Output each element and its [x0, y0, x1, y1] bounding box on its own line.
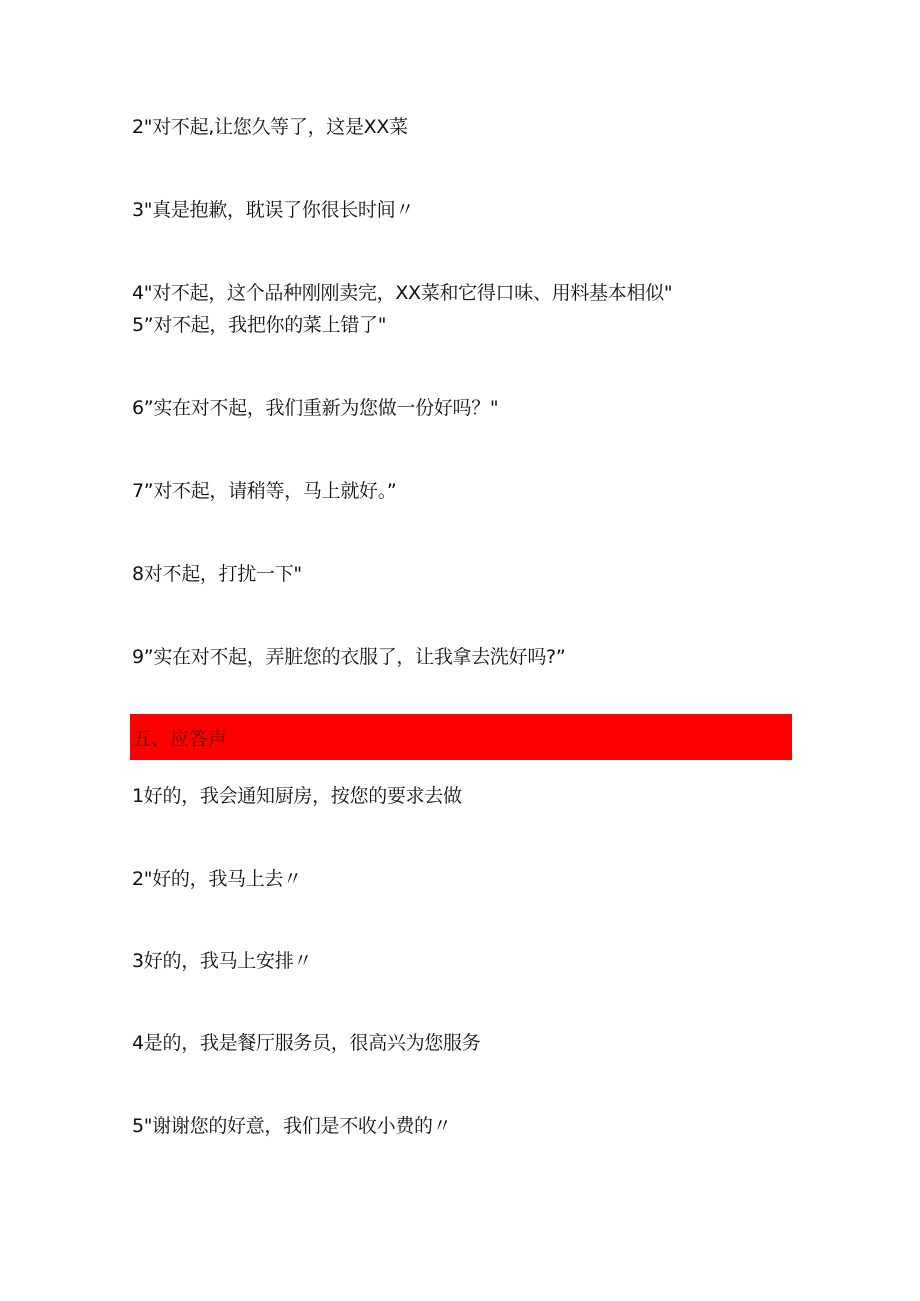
response-line-4: 4是的，我是餐厅服务员，很高兴为您服务 [132, 1032, 481, 1054]
apology-line-8: 8对不起，打扰一下" [132, 563, 302, 585]
apology-line-3: 3"真是抱歉，耽误了你很长时间〃 [132, 199, 415, 221]
apology-line-6: 6”实在对不起，我们重新为您做一份好吗？" [132, 397, 499, 419]
response-line-2: 2"好的，我马上去〃 [132, 868, 302, 890]
response-line-3: 3好的，我马上安排〃 [132, 950, 313, 972]
apology-line-2: 2"对不起,让您久等了，这是XX菜 [132, 116, 408, 138]
section-title: 五、应答声 [132, 728, 228, 750]
apology-line-5: 5”对不起，我把你的菜上错了" [132, 314, 387, 336]
apology-line-4: 4"对不起，这个品种刚刚卖完，XX菜和它得口味、用料基本相似" [132, 282, 673, 304]
section-header [130, 714, 792, 760]
apology-line-9: 9”实在对不起，弄脏您的衣服了，让我拿去洗好吗?” [132, 646, 566, 668]
apology-line-7: 7”对不起，请稍等，马上就好。” [132, 480, 397, 502]
response-line-5: 5"谢谢您的好意，我们是不收小费的〃 [132, 1115, 452, 1137]
response-line-1: 1好的，我会通知厨房，按您的要求去做 [132, 785, 462, 807]
